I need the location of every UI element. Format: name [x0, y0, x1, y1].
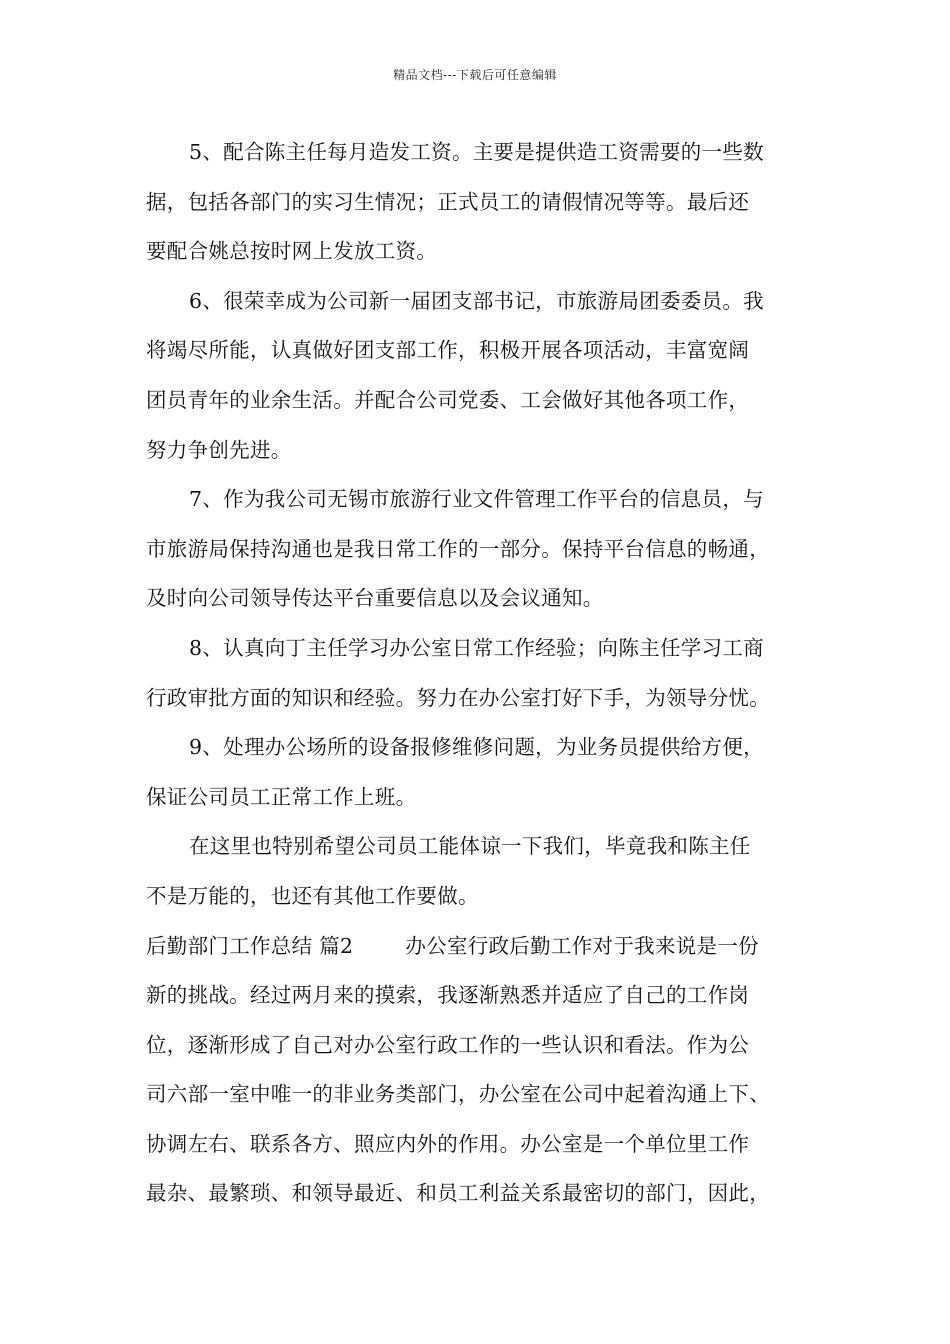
text-line: 9、处理办公场所的设备报修维修问题，为业务员提供给方便， [189, 735, 764, 760]
section-2 [146, 922, 836, 1220]
paragraph-item-8 [146, 624, 836, 723]
text-line: 团员青年的业余生活。并配合公司党委、工会做好其他各项工作， [146, 387, 750, 412]
paragraph-closing [146, 822, 836, 921]
section-heading: 后勤部门工作总结 篇2 [146, 933, 354, 958]
text-line: 据，包括各部门的实习生情况；正式员工的请假情况等等。最后还 [146, 189, 750, 214]
paragraph-item-6 [146, 277, 836, 475]
text-line: 将竭尽所能，认真做好团支部工作，积极开展各项活动，丰富宽阔 [146, 338, 750, 363]
text-line: 司六部一室中唯一的非业务类部门，办公室在公司中起着沟通上下、 [146, 1082, 770, 1107]
text-line: 要配合姚总按时网上发放工资。 [146, 239, 438, 264]
text-line: 努力争创先进。 [146, 437, 292, 462]
text-line: 6、很荣幸成为公司新一届团支部书记，市旅游局团委委员。我 [189, 288, 764, 313]
text-line: 7、作为我公司无锡市旅游行业文件管理工作平台的信息员，与 [189, 487, 764, 512]
text-line: 最杂、最繁琐、和领导最近、和员工利益关系最密切的部门，因此， [146, 1181, 770, 1206]
text-line: 新的挑战。经过两月来的摸索，我逐渐熟悉并适应了自己的工作岗 [146, 983, 750, 1008]
text-line: 协调左右、联系各方、照应内外的作用。办公室是一个单位里工作 [146, 1131, 750, 1156]
text-line: 不是万能的，也还有其他工作要做。 [146, 883, 479, 908]
text-line: 在这里也特别希望公司员工能体谅一下我们，毕竟我和陈主任 [189, 834, 751, 859]
document-body [146, 128, 836, 1219]
paragraph-item-9 [146, 723, 836, 822]
text-line: 及时向公司领导传达平台重要信息以及会议通知。 [146, 586, 604, 611]
text-line: 保证公司员工正常工作上班。 [146, 784, 417, 809]
section-first-text: 办公室行政后勤工作对于我来说是一份 [405, 933, 759, 958]
text-line: 行政审批方面的知识和经验。努力在办公室打好下手，为领导分忧。 [146, 685, 770, 710]
section-heading-line [146, 922, 836, 972]
paragraph-item-5 [146, 128, 836, 277]
text-line: 8、认真向丁主任学习办公室日常工作经验；向陈主任学习工商 [189, 635, 764, 660]
text-line: 位，逐渐形成了自己对办公室行政工作的一些认识和看法。作为公 [146, 1032, 750, 1057]
text-line: 5、配合陈主任每月造发工资。主要是提供造工资需要的一些数 [189, 140, 764, 164]
text-line: 市旅游局保持沟通也是我日常工作的一部分。保持平台信息的畅通， [146, 536, 770, 561]
paragraph-item-7 [146, 475, 836, 624]
page-header: 精品文档---下载后可任意编辑 [393, 68, 557, 82]
